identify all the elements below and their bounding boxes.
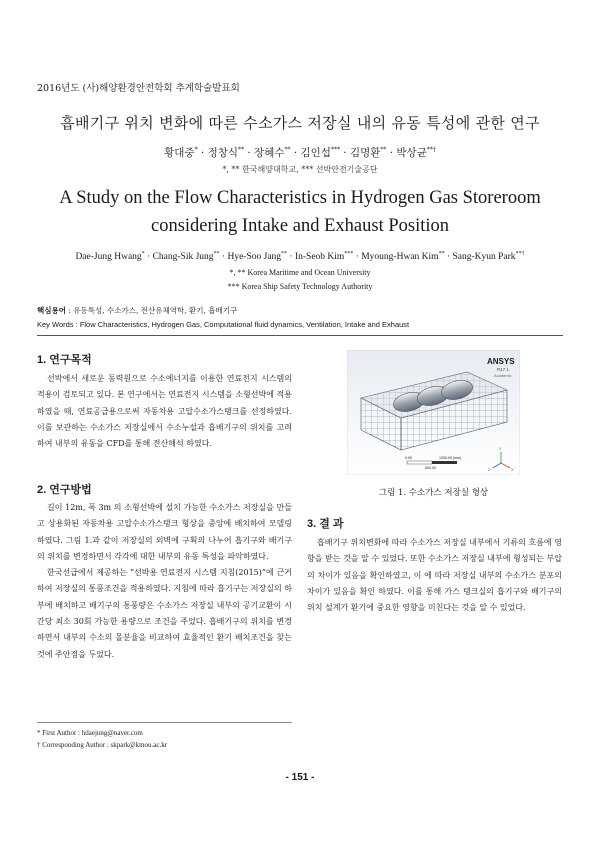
- scale-label-mid: 1200.00 (mm): [439, 456, 462, 460]
- footnote-text: Corresponding Author : skpark@kmou.ac.kr: [42, 741, 168, 749]
- author-mark: **: [380, 146, 387, 154]
- author-mark: **†: [515, 251, 525, 257]
- keywords-korean-label: 핵심용어: [37, 306, 66, 315]
- section-3-heading: 3. 결 과: [307, 518, 344, 530]
- author-name: 정창식: [207, 147, 239, 159]
- author-mark: **: [281, 251, 288, 257]
- keywords-english: Key Words : Flow Characteristics, Hydrogen Gas, Computational fluid dynamics, Ventilation, Intake and Exhaust: [37, 320, 410, 329]
- author-name: 박상균: [396, 147, 427, 159]
- author-mark: *: [194, 146, 198, 154]
- keywords-korean: 핵심용어 : 유동특성, 수소가스, 전산유체역학, 환기, 흡배기구: [37, 306, 238, 315]
- footnote-text: First Author : hdaejung@naver.com: [42, 729, 143, 737]
- author-name: In-Seob Kim: [294, 252, 345, 263]
- authors-korean: 황대중* · 정창식** · 장혜수** · 김인섭*** · 김명환** · 박상균**†: [164, 146, 436, 159]
- axis-y-label: Y: [499, 446, 502, 451]
- author-name: 황대중: [164, 147, 195, 159]
- section-2-heading: 2. 연구방법: [37, 484, 92, 496]
- author-name: Dae-Jung Hwang: [75, 252, 142, 263]
- author-mark: ***: [330, 146, 340, 154]
- keywords-korean-text: 유동특성, 수소가스, 전산유체역학, 환기, 흡배기구: [73, 306, 238, 315]
- author-name: Myoung-Hwan Kim: [361, 252, 439, 263]
- scale-label-left: 0.00: [405, 456, 412, 460]
- section-1-body: 선박에서 새로운 동력원으로 수소에너지를 이용한 연료전지 시스템의 적용이 검토되고 있다. 본 연구에서는 연료전지 시스템을 소형선박에 적용하였을 때, 연료공급용으로써 자동차용 고압수소가스탱크를 선정하였다. 이를 보관하는 수소가스 저장실에서 수소누설과 흡배기구의 위치를 고려하여 내부의 유동을 CFD를 통해 전산해석 하였다.: [37, 374, 292, 449]
- section-1-heading: 1. 연구목적: [37, 354, 92, 366]
- author-name: 김인섭: [300, 147, 331, 159]
- section-2-paragraph-1: 길이 12m, 폭 3m 의 소형선박에 설치 가능한 수소가스 저장실을 만들고 상용화된 자동차용 고압수소가스탱크 형상을 중앙에 배치하여 모델링하였다. 그림 1.과 같이 저장실의 외벽에 구획의 나누어 흡기구와 배기구의 위치를 변경하면서 각각에 대한 내부의 유동 특성을 파악하였다.: [37, 503, 292, 561]
- keywords-english-text: Flow Characteristics, Hydrogen Gas, Computational fluid dynamics, Ventilation, Intake and Exhaust: [79, 320, 410, 329]
- title-korean: 흡배기구 위치 변화에 따른 수소가스 저장실 내의 유동 특성에 관한 연구: [60, 114, 540, 132]
- section-2-body: [37, 500, 292, 663]
- author-mark: *: [141, 251, 145, 257]
- author-name: Hye-Soo Jang: [227, 252, 282, 263]
- figure-1: [347, 350, 520, 475]
- author-name: Chang-Sik Jung: [152, 252, 214, 263]
- footnote-mark: †: [37, 741, 41, 749]
- keywords-divider: [37, 335, 563, 336]
- scale-label-bottom: 600.00: [425, 466, 436, 470]
- section-2-paragraph-2: 한국선급에서 제공하는 “선박용 연료전지 시스템 지침(2015)”에 근거하여 저장실의 통풍조건을 적용하였다. 지침에 따라 흡기구는 저장실의 하부에 배치하고 배기구의 통풍량은 수소가스 저장실 내부의 공기교환이 시간당 최소 30회 가능한 용량으로 조건을 주었다. 흡배기구의 위치를 변경하면서 내부의 수소의 몰분율을 비교하여 효율적인 환기 배치조건을 찾는 것에 주안점을 두었다.: [37, 568, 292, 659]
- author-mark: **: [438, 251, 445, 257]
- affiliation-korean: *, ** 한국해양대학교, *** 선박안전기술공단: [222, 165, 378, 174]
- scale-bar-left: [407, 461, 432, 464]
- ansys-version: R17.1: [497, 367, 510, 372]
- author-mark: **: [284, 146, 291, 154]
- section-3-body: 흡배기구 위치변화에 따라 수소가스 저장실 내부에서 기류의 흐름에 영향을 받는 것을 알 수 있었다. 또한 수소가스 저장실 내부에 형성되는 부압의 차이가 있음을 확인하였고, 이 에 따라 저장실 내부의 수소가스 분포의 차이가 있음을 확인 하였다. 이를 통해 가스 탱크실의 흡기구와 배기구의 위치 설계가 환기에 중요한 영향을 미친다는 것을 알 수 있었다.: [307, 538, 562, 613]
- figure-1-caption: 그림 1. 수소가스 저장실 형상: [378, 488, 489, 498]
- footnote-corresponding-author: [37, 741, 167, 749]
- affiliation-english-2: *** Korea Ship Safety Technology Authority: [227, 282, 373, 291]
- author-mark: ***: [344, 251, 354, 257]
- conference-header: 2016년도 (사)해양환경안전학회 추계학술발표회: [37, 83, 240, 94]
- keywords-english-label: Key Words: [37, 320, 74, 329]
- axis-z-label: Z: [488, 467, 491, 472]
- axis-x-label: X: [511, 467, 514, 472]
- author-name: 장혜수: [254, 147, 285, 159]
- scale-bar-right: [432, 461, 457, 464]
- author-mark: **: [213, 251, 220, 257]
- affiliation-english-1: *, ** Korea Maritime and Ocean University: [229, 268, 371, 277]
- footnote-divider: [37, 722, 292, 723]
- authors-english: Dae-Jung Hwang* · Chang-Sik Jung** · Hye-Soo Jang** · In-Seob Kim*** · Myoung-Hwan Kim** · Sang-Kyun Park**†: [75, 251, 525, 263]
- author-mark: **: [238, 146, 245, 154]
- author-mark: **†: [426, 146, 436, 154]
- author-name: 김명환: [349, 147, 381, 159]
- figure-1-image: [347, 350, 520, 475]
- footnote-mark: *: [37, 729, 41, 737]
- page-number: - 151 -: [285, 772, 315, 783]
- title-english: A Study on the Flow Characteristics in Hydrogen Gas Storeroom considering Intake and Exhaust Position: [59, 188, 541, 236]
- footnote-first-author: [37, 729, 143, 737]
- ansys-logo: ANSYS: [487, 357, 515, 366]
- ansys-edition: Academic: [494, 373, 512, 378]
- author-name: Sang-Kyun Park: [452, 252, 516, 263]
